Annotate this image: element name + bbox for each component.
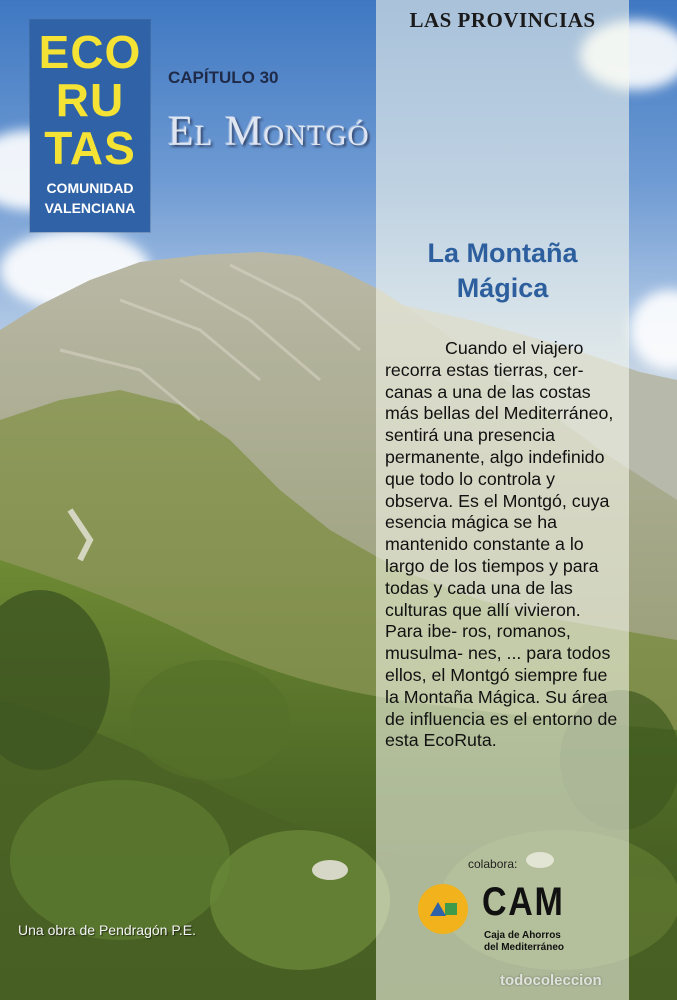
- place-title: El Montgó: [168, 109, 370, 155]
- sponsor-label: colabora:: [468, 857, 518, 871]
- logo-region-line-2: VALENCIANA: [44, 200, 136, 216]
- logo-line-ru: RU: [55, 74, 125, 126]
- article-body: Cuando el viajero recorra estas tierras, cer- canas a una de las costas más bellas del Mediterráneo, sentirá una presencia permanente, algo indefinido que todo lo controla y observa. Es el Montgó, cuya esencia mágica se ha mantenido constante a lo largo de los tiempos y para todas y cada una de las culturas que allí vivieron. Para ibe- ros, romanos, musulma- nes, ... para todos ellos, el Montgó siempre fue la Montaña Mágica. Su área de influencia es el entorno de esta EcoRuta.: [385, 338, 618, 751]
- article-headline: [376, 236, 629, 306]
- logo-line-eco: ECO: [38, 26, 142, 78]
- cam-logo-icon: [418, 884, 468, 934]
- sponsor-full-name-line-1: Caja de Ahorros: [484, 930, 561, 941]
- publisher-credit: Una obra de Pendragón P.E.: [18, 922, 196, 938]
- ecorutas-logo: [30, 20, 150, 232]
- headline-line-2: Mágica: [456, 273, 549, 303]
- logo-region-line-1: COMUNIDAD: [46, 180, 134, 196]
- headline-line-1: La Montaña: [427, 238, 578, 268]
- watermark: todocoleccion: [500, 972, 602, 989]
- chapter-number: CAPÍTULO 30: [168, 68, 279, 87]
- logo-line-tas: TAS: [44, 122, 136, 174]
- sponsor-full-name-line-2: del Mediterráneo: [484, 942, 565, 953]
- newspaper-name: LAS PROVINCIAS: [409, 8, 596, 32]
- sponsor-name: CAM: [482, 880, 565, 924]
